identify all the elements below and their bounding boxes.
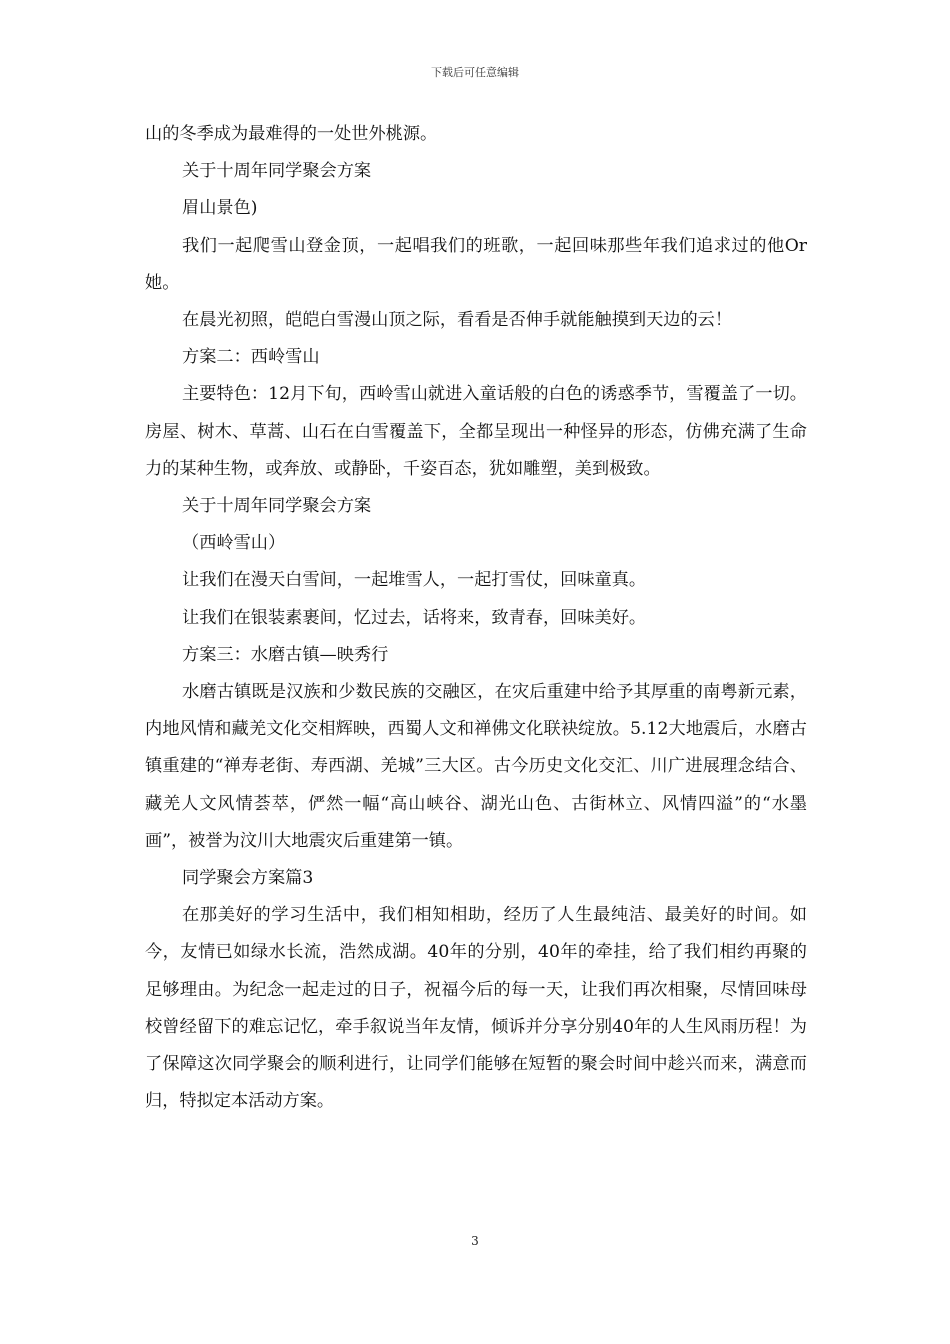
document-body xyxy=(145,116,807,1120)
section-heading: 方案二：西岭雪山 xyxy=(182,347,320,368)
page-number: 3 xyxy=(471,1234,479,1248)
section-heading: 方案三：水磨古镇—映秀行 xyxy=(182,644,389,665)
section-heading: 关于十周年同学聚会方案 xyxy=(182,496,372,517)
paragraph: 眉山景色) xyxy=(182,198,258,219)
paragraph: 在那美好的学习生活中，我们相知相助，经历了人生最纯洁、最美好的时间。如今，友情已如绿水长流，浩然成湖。40年的分别，40年的牵挂，给了我们相约再聚的足够理由。为纪念一起走过的日子，祝福今后的每一天，让我们再次相聚，尽情回味母校曾经留下的难忘记忆，牵手叙说当年友情，倾诉并分享分别40年的人生风雨历程！为了保障这次同学聚会的顺利进行，让同学们能够在短暂的聚会时间中趁兴而来，满意而归，特拟定本活动方案。 xyxy=(145,905,807,1112)
paragraph: 山的冬季成为最难得的一处世外桃源。 xyxy=(145,124,438,144)
section-heading: 关于十周年同学聚会方案 xyxy=(182,161,372,182)
paragraph: 让我们在银装素裹间，忆过去，话将来，致青春，回味美好。 xyxy=(182,607,647,628)
paragraph: 我们一起爬雪山登金顶，一起唱我们的班歌，一起回味那些年我们追求过的他Or她。 xyxy=(145,235,807,293)
section-heading: 同学聚会方案篇3 xyxy=(182,868,314,889)
paragraph: 让我们在漫天白雪间，一起堆雪人，一起打雪仗，回味童真。 xyxy=(182,570,647,591)
page-header: 下载后可任意编辑 xyxy=(431,66,519,79)
paragraph: 水磨古镇既是汉族和少数民族的交融区，在灾后重建中给予其厚重的南粤新元素，内地风情和藏羌文化交相辉映，西蜀人文和禅佛文化联袂绽放。5.12大地震后，水磨古镇重建的“禅寿老街、寿西湖、羌城”三大区。古今历史文化交汇、川广进展理念结合、藏羌人文风情荟萃，俨然一幅“高山峡谷、湖光山色、古街林立、风情四溢”的“水墨画”，被誉为汶川大地震灾后重建第一镇。 xyxy=(145,682,807,851)
paragraph: （西岭雪山） xyxy=(182,533,286,554)
paragraph: 在晨光初照，皑皑白雪漫山顶之际，看看是否伸手就能触摸到天边的云！ xyxy=(182,310,733,331)
paragraph: 主要特色：12月下旬，西岭雪山就进入童话般的白色的诱惑季节，雪覆盖了一切。房屋、树木、草蒿、山石在白雪覆盖下，全都呈现出一种怪异的形态，仿佛充满了生命力的某种生物，或奔放、或静卧，千姿百态，犹如雕塑，美到极致。 xyxy=(145,384,807,479)
